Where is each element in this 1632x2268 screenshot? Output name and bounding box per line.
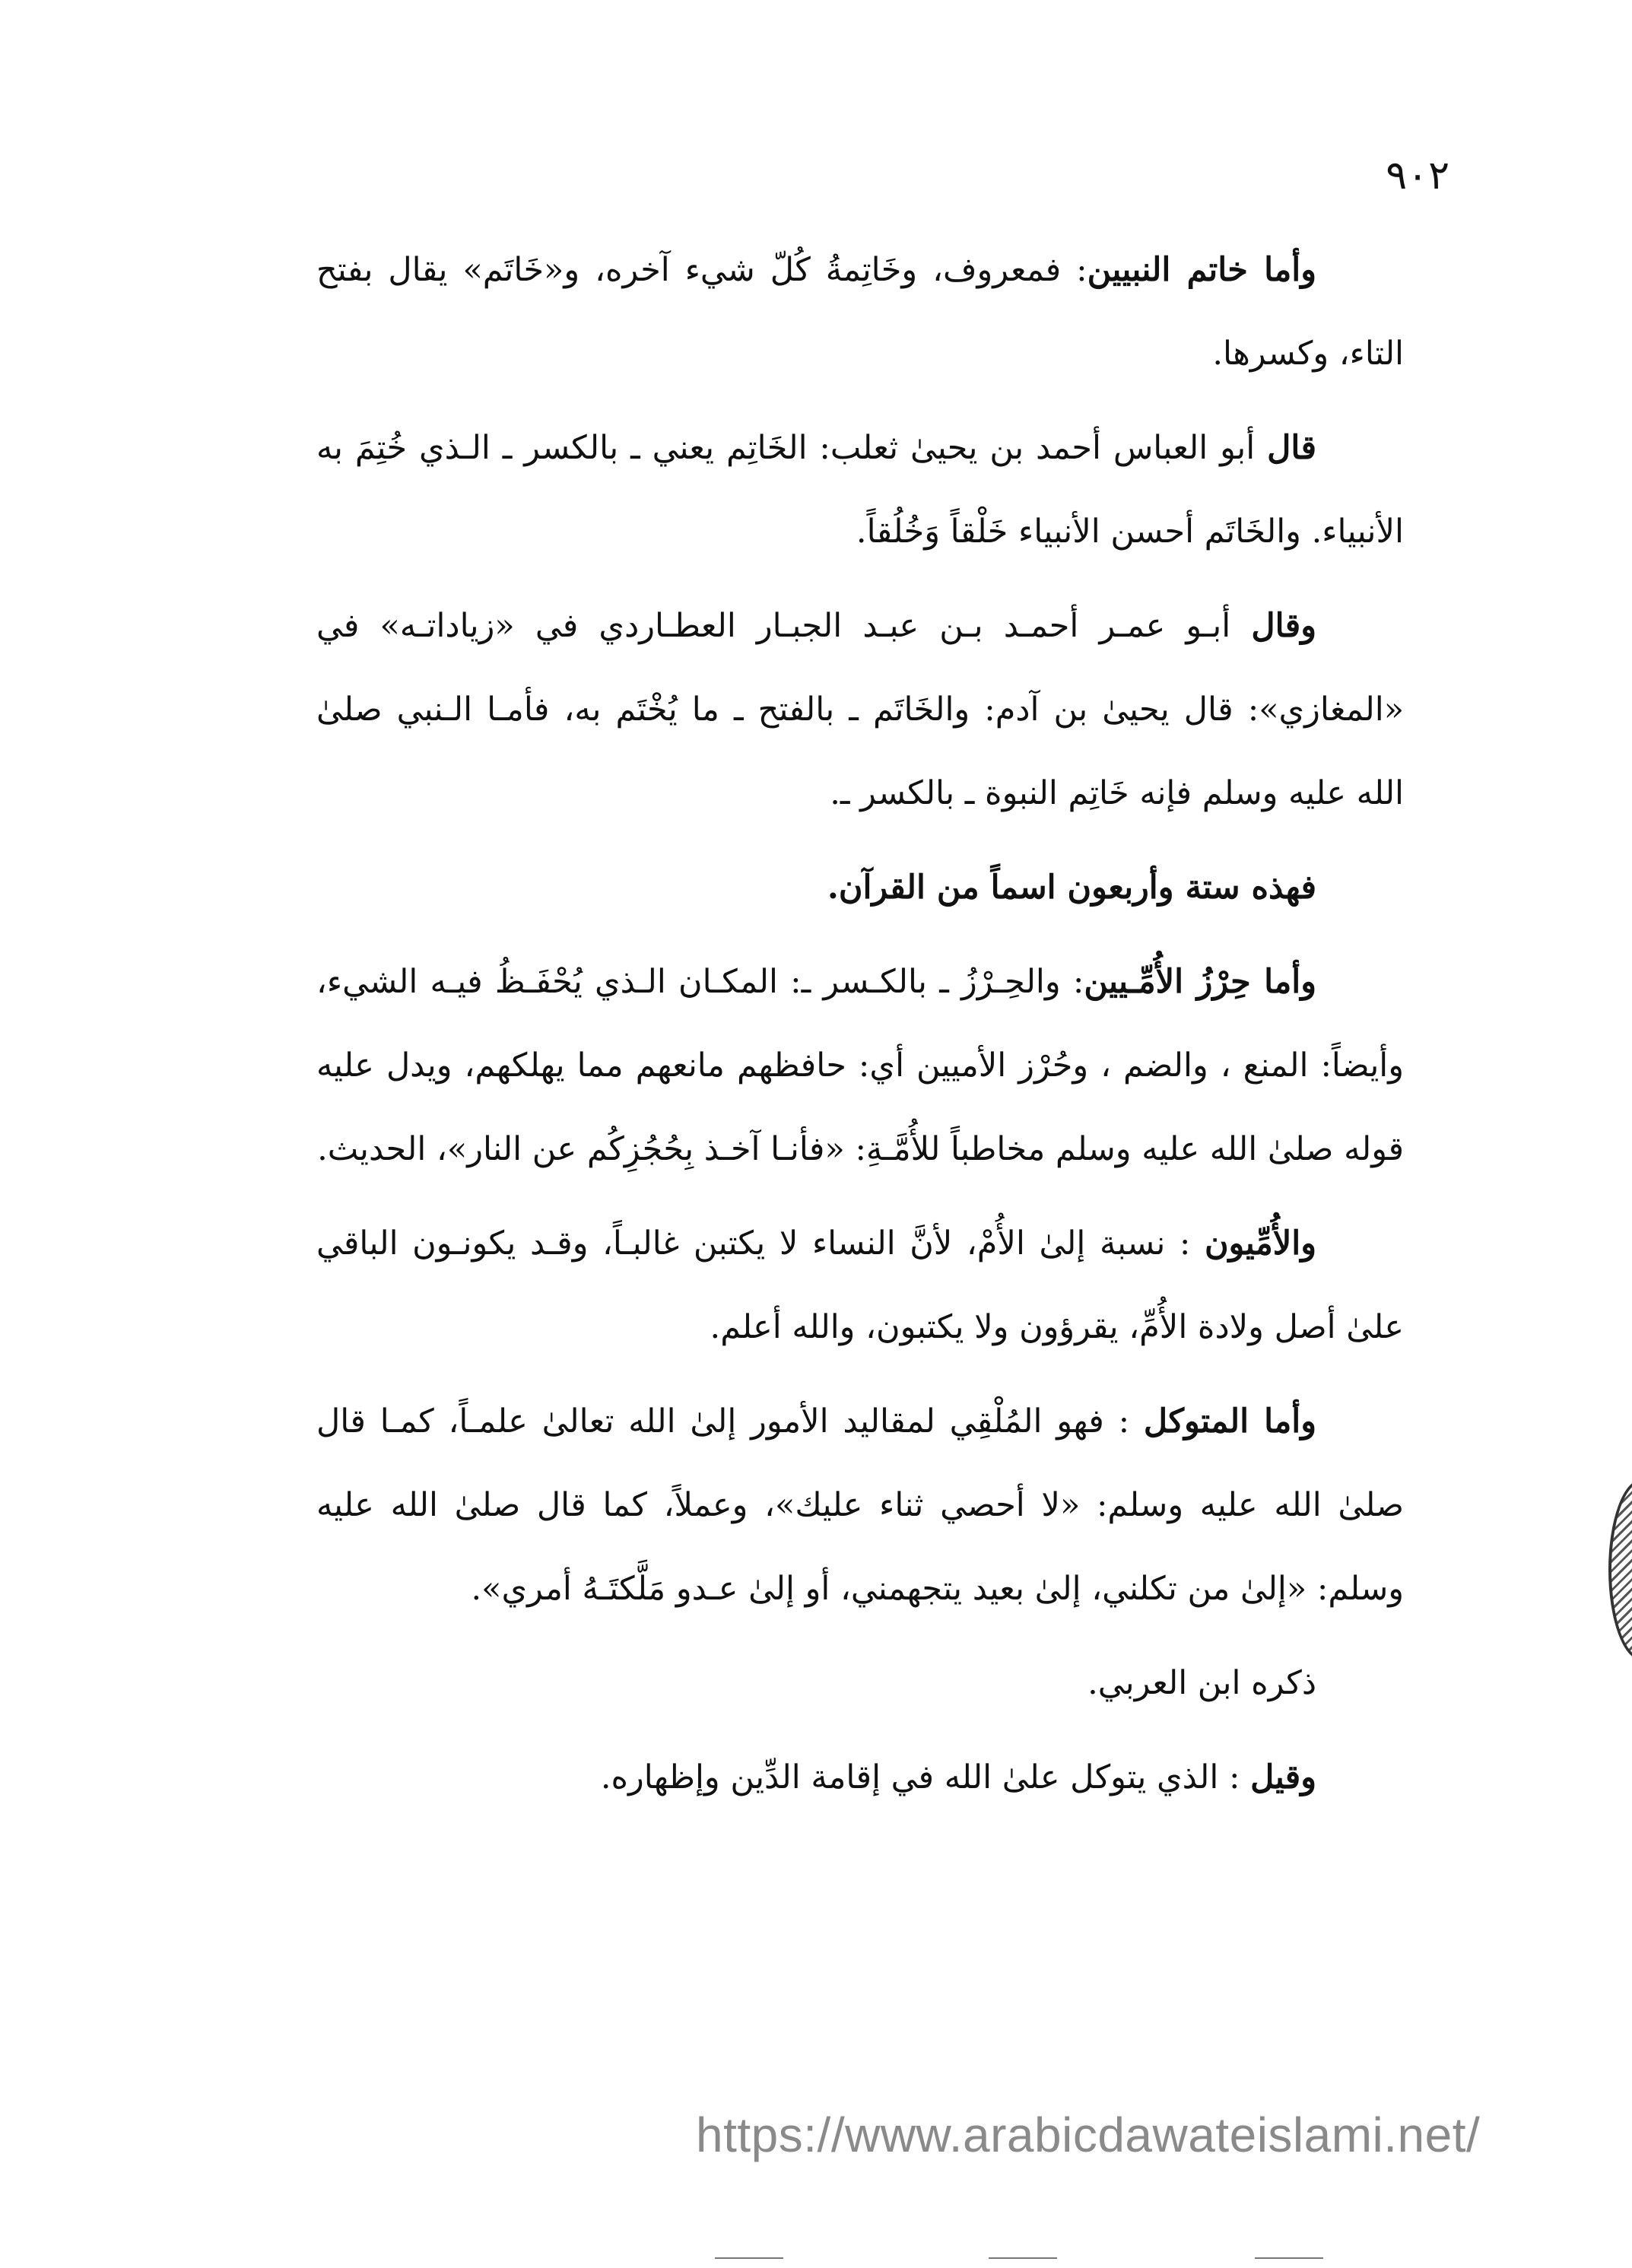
scan-edge-mark <box>1608 1479 1632 1660</box>
bottom-rule <box>989 2257 1057 2259</box>
paragraph-utaridi <box>316 584 1404 835</box>
paragraph-thalab <box>316 406 1404 573</box>
bottom-rule <box>715 2257 783 2259</box>
paragraph-lead: قال <box>1267 429 1316 467</box>
paragraph-body: أبـو عمـر أحمـد بـن عبـد الجبـار العطـاردي في «زياداتـه» في «المغازي»: قال يحيىٰ بن آدم: والخَاتَم ـ بالفتح ـ ما يُخْتَم به، فأمـا الـنبي صلىٰ الله عليه وسلم فإنه خَاتِم النبوة ـ بالكسر ـ. <box>316 607 1404 812</box>
paragraph-body: ذكره ابن العربي. <box>1087 1664 1316 1702</box>
body-text <box>316 228 1404 1830</box>
paragraph-ummiyyun <box>316 1202 1404 1369</box>
paragraph-count <box>316 846 1404 929</box>
paragraph-lead: فهذه ستة وأربعون اسماً من القرآن. <box>827 869 1316 907</box>
paragraph-body: : فمعروف، وخَاتِمةُ كُلّ شيء آخره، و«خَاتَم» يقال بفتح التاء، وكسرها. <box>316 251 1404 373</box>
paragraph-lead: وأما خاتم النبيين <box>1087 251 1317 289</box>
paragraph-khatam <box>316 228 1404 395</box>
paragraph-lead: والأُمِّيون <box>1204 1225 1316 1263</box>
paragraph-hirz <box>316 940 1404 1191</box>
paragraph-lead: وقال <box>1251 607 1316 645</box>
paragraph-body: : والحِـرْزُ ـ بالكـسر ـ: المكـان الـذي يُحْفَـظُ فيـه الشيء، وأيضاً: المنع ، والضم ، وحُرْز الأميين أي: حافظهم مانعهم مما يهلكهم، ويدل عليه قوله صلىٰ الله عليه وسلم مخاطباً للأُمَّـةِ: «فأنـا آخـذ بِحُجُزِكُم عن النار»، الحديث. <box>316 963 1404 1168</box>
bottom-rule <box>1255 2257 1323 2259</box>
paragraph-lead: وقيل <box>1250 1758 1316 1796</box>
paragraph-body: : فهو المُلْقِي لمقاليد الأمور إلىٰ الله تعالىٰ علمـاً، كمـا قال صلىٰ الله عليه وسلم: «لا أحصي ثناء عليك»، وعملاً، كما قال صلىٰ الله عليه وسلم: «إلىٰ من تكلني، إلىٰ بعيد يتجهمني، أو إلىٰ عـدو مَلَّكتَـهُ أمري». <box>316 1402 1404 1608</box>
paragraph-body: : الذي يتوكل علىٰ الله في إقامة الدِّين وإظهاره. <box>600 1758 1251 1796</box>
paragraph-body: : نسبة إلىٰ الأُمْ، لأنَّ النساء لا يكتبن غالبـاً، وقـد يكونـون الباقي علىٰ أصل ولادة الأُمِّ، يقرؤون ولا يكتبون، والله أعلم. <box>316 1225 1404 1346</box>
page-number: ٩٠٢ <box>1386 153 1449 199</box>
paragraph-mutawakkil <box>316 1380 1404 1631</box>
watermark-url: https://www.arabicdawateislami.net/ <box>696 2108 1481 2162</box>
paragraph-source <box>316 1641 1404 1725</box>
paragraph-lead: وأما حِرْزُ الأُمِّـيين <box>1084 963 1316 1001</box>
paragraph-lead: وأما المتوكل <box>1143 1402 1316 1441</box>
paragraph-qila <box>316 1736 1404 1819</box>
paragraph-body: أبو العباس أحمد بن يحيىٰ ثعلب: الخَاتِم يعني ـ بالكسر ـ الـذي خُتِمَ به الأنبياء. والخَاتَم أحسن الأنبياء خَلْقاً وَخُلُقاً. <box>316 429 1404 551</box>
